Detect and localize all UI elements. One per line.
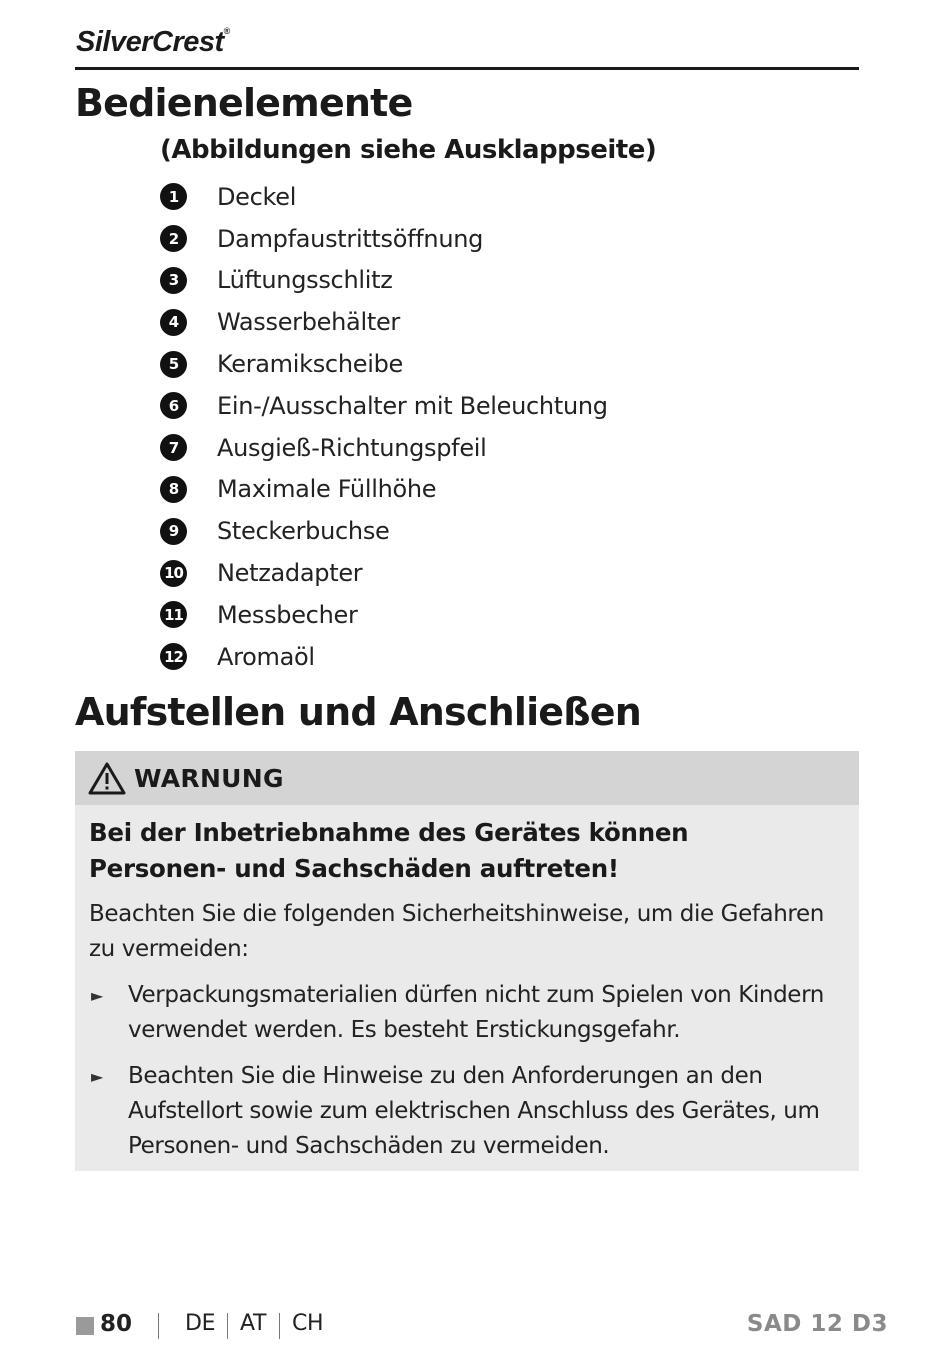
part-item [160,510,608,552]
header-rule [75,67,859,70]
warning-triangle-icon [88,762,126,795]
page-footer [76,1308,888,1344]
part-label: Lüftungsschlitz [217,266,393,295]
part-number-badge: 9 [160,518,187,545]
part-label: Keramikscheibe [217,350,403,379]
footer-divider [279,1313,280,1339]
part-number-badge: 1 [160,183,187,210]
model-number: SAD 12 D3 [746,1311,888,1337]
language-de: DE [185,1311,216,1336]
language-ch: CH [292,1311,324,1336]
part-label: Ein-/Ausschalter mit Beleuchtung [217,391,608,420]
part-item [160,218,608,260]
part-item [160,594,608,636]
brand-name: SilverCrest [76,26,224,58]
part-item [160,385,608,427]
part-item [160,636,608,678]
part-number-badge: 12 [160,643,187,670]
warning-box [75,751,859,1171]
part-item [160,469,608,511]
part-item [160,427,608,469]
part-label: Netzadapter [217,559,363,588]
warning-bullet-text: Verpackungsmaterialien dürfen nicht zum Spielen von Kindern verwendet werden. Es besteht Erstickungsgefahr. [128,982,824,1043]
registered-mark: ® [223,26,230,36]
part-item [160,552,608,594]
part-label: Wasserbehälter [217,308,400,337]
warning-bullet [89,1059,849,1164]
part-label: Messbecher [217,600,358,629]
warning-header [75,751,859,805]
bullet-arrow-icon: ► [91,986,104,1005]
part-number-badge: 7 [160,434,187,461]
part-item [160,301,608,343]
warning-label: WARNUNG [134,763,284,793]
part-label: Maximale Füllhöhe [217,475,437,504]
part-number-badge: 11 [160,601,187,628]
part-number-badge: 3 [160,267,187,294]
warning-bullet-text: Beachten Sie die Hinweise zu den Anforderungen an den Aufstellort sowie zum elektrischen Anschluss des Gerätes, um Personen- und Sachschäden zu vermeiden. [128,1063,820,1159]
parts-list [160,176,608,678]
footer-divider [227,1313,228,1339]
part-label: Dampfaustrittsöffnung [217,224,484,253]
part-label: Deckel [217,182,297,211]
brand-logo [76,26,230,59]
part-label: Steckerbuchse [217,517,390,546]
part-number-badge: 4 [160,309,187,336]
part-number-badge: 10 [160,560,187,587]
part-label: Ausgieß-Richtungspfeil [217,433,487,462]
part-number-badge: 2 [160,225,187,252]
part-item [160,176,608,218]
warning-bold-text: Bei der Inbetriebnahme des Gerätes können Personen- und Sachschäden auftreten! [89,818,689,883]
part-number-badge: 8 [160,476,187,503]
part-label: Aromaöl [217,642,315,671]
part-number-badge: 6 [160,392,187,419]
page-marker-square [76,1317,94,1335]
part-item [160,343,608,385]
warning-intro: Beachten Sie die folgenden Sicherheitshinweise, um die Gefahren zu vermeiden: [89,901,824,962]
language-at: AT [240,1311,267,1336]
section-subtitle: (Abbildungen siehe Ausklappseite) [160,135,657,165]
page-number: 80 [100,1311,133,1337]
section-title-aufstellen: Aufstellen und Anschließen [75,690,642,734]
warning-bullet [89,978,849,1048]
part-number-badge: 5 [160,351,187,378]
footer-divider [158,1313,159,1339]
part-item [160,260,608,302]
bullet-arrow-icon: ► [91,1067,104,1086]
section-title-bedienelemente: Bedienelemente [75,81,413,125]
